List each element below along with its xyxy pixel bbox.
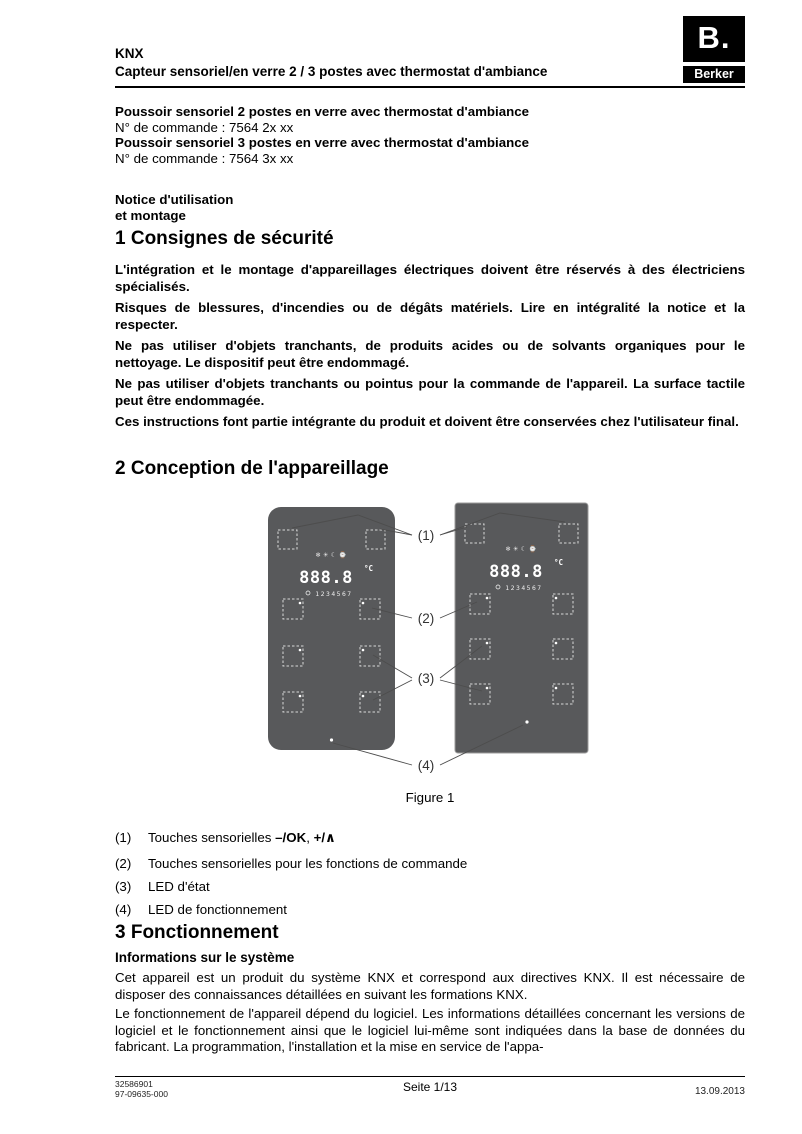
footer-page-number: Seite 1/13: [402, 1080, 458, 1094]
legend-item-number: (3): [115, 879, 132, 894]
legend-item-text: LED de fonctionnement: [148, 902, 287, 917]
lcd-weekday-row: 1234567: [505, 585, 543, 592]
product-name-2gang: Poussoir sensoriel 2 postes en verre avec thermostat d'ambiance: [115, 104, 530, 119]
product-order-2gang: N° de commande : 7564 2x xx: [115, 119, 294, 135]
callout-label-3: (3): [417, 671, 435, 686]
status-led: [299, 602, 302, 605]
status-led: [555, 597, 558, 600]
status-led: [555, 687, 558, 690]
legend-key-symbol: –/OK: [275, 830, 307, 845]
safety-paragraph-1: L'intégration et le montage d'appareillages électriques doivent être réservés à des électriciens spécialisés.: [115, 262, 745, 294]
footer-doc-number-1: 32586901: [115, 1079, 153, 1089]
device-panel-2gang: [268, 507, 395, 750]
berker-logo-mark: B.: [683, 16, 745, 62]
info-paragraph-1: Cet appareil est un produit du système KNX et correspond aux directives KNX. Il est nécessaire de disposer des connaissances détaillées en suivant les formations KNX.: [115, 970, 745, 1002]
lcd-temperature-unit: °C: [364, 564, 374, 573]
legend-item-number: (1): [115, 830, 132, 845]
safety-paragraph-3: Ne pas utiliser d'objets tranchants, de produits acides ou de solvants organiques pour le nettoyage. Le dispositif peut être endommagé.: [115, 338, 745, 370]
legend-item-text: Touches sensorielles pour les fonctions de commande: [148, 856, 468, 871]
section2-heading: 2 Conception de l'appareillage: [115, 458, 389, 479]
berker-logo: [683, 16, 745, 83]
berker-logo-name: Berker: [683, 66, 745, 83]
legend-item-4: [115, 902, 745, 918]
doc-type-block: [115, 192, 745, 224]
legend-item-text: [148, 830, 336, 846]
safety-paragraph-2: Risques de blessures, d'incendies ou de dégâts matériels. Lire en intégralité la notice et la respecter.: [115, 300, 745, 332]
legend-item-1: [115, 830, 745, 846]
legend-text-part: Touches sensorielles: [148, 830, 276, 845]
lcd-temperature-value: 888.8: [299, 568, 353, 588]
lcd-temperature-unit: °C: [554, 558, 564, 567]
figure-legend: [115, 830, 745, 925]
section1-heading: 1 Consignes de sécurité: [115, 228, 334, 249]
status-led: [362, 602, 365, 605]
figure-svg: [115, 500, 745, 780]
section3-heading: 3 Fonctionnement: [115, 922, 279, 943]
doc-type-line1: Notice d'utilisation: [115, 192, 234, 207]
callout-label-4: (4): [417, 758, 435, 773]
status-led: [486, 642, 489, 645]
lcd-status-icons: ❄ ☀ ☾ ⌚: [505, 545, 537, 553]
callout-label-2: (2): [417, 611, 435, 626]
header-brand: KNX: [115, 46, 144, 61]
legend-item-text: LED d'état: [148, 879, 210, 894]
page-header: [115, 46, 745, 88]
info-paragraph-2: Le fonctionnement de l'appareil dépend du logiciel. Les informations détaillées concernant les versions de logiciel et le fonctionnement ainsi que le logiciel lui-même sont indiquées dans la base de données du fabricant. La programmation, l'installation et la mise en service de l'appa-: [115, 1006, 745, 1054]
system-info-subheading: Informations sur le système: [115, 950, 295, 965]
header-rule: [115, 86, 745, 88]
figure-caption: Figure 1: [405, 790, 455, 805]
device-figure: [115, 500, 745, 780]
footer-rule: [115, 1076, 745, 1077]
footer-date: 13.09.2013: [694, 1086, 745, 1097]
operation-led: [330, 738, 333, 741]
callout-label-1: (1): [417, 528, 435, 543]
doc-type-line2: et montage: [115, 208, 186, 223]
legend-text-part: ,: [306, 830, 314, 845]
status-led: [299, 695, 302, 698]
legend-key-symbol: +/∧: [313, 830, 336, 845]
lcd-weekday-row: 1234567: [315, 591, 353, 598]
operation-led: [525, 720, 528, 723]
status-led: [362, 649, 365, 652]
status-led: [555, 642, 558, 645]
lcd-temperature-value: 888.8: [489, 562, 543, 582]
product-order-3gang: N° de commande : 7564 3x xx: [115, 150, 294, 166]
status-led: [362, 695, 365, 698]
product-block: [115, 104, 745, 166]
device-panel-3gang: [455, 503, 588, 753]
legend-item-3: [115, 879, 745, 895]
safety-section: [115, 262, 745, 436]
legend-item-number: (4): [115, 902, 132, 917]
header-title: Capteur sensoriel/en verre 2 / 3 postes avec thermostat d'ambiance: [115, 64, 548, 79]
safety-paragraph-4: Ne pas utiliser d'objets tranchants ou pointus pour la commande de l'appareil. La surface tactile peut être endommagée.: [115, 376, 745, 408]
lcd-status-icons: ❄ ☀ ☾ ⌚: [315, 551, 347, 559]
status-led: [299, 649, 302, 652]
footer-doc-number-2: 97-09635-000: [115, 1088, 168, 1099]
legend-item-number: (2): [115, 856, 132, 871]
legend-item-2: [115, 856, 745, 872]
safety-paragraph-5: Ces instructions font partie intégrante du produit et doivent être conservées chez l'utilisateur final.: [115, 414, 739, 429]
status-led: [486, 687, 489, 690]
status-led: [486, 597, 489, 600]
product-name-3gang: Poussoir sensoriel 3 postes en verre avec thermostat d'ambiance: [115, 135, 530, 150]
